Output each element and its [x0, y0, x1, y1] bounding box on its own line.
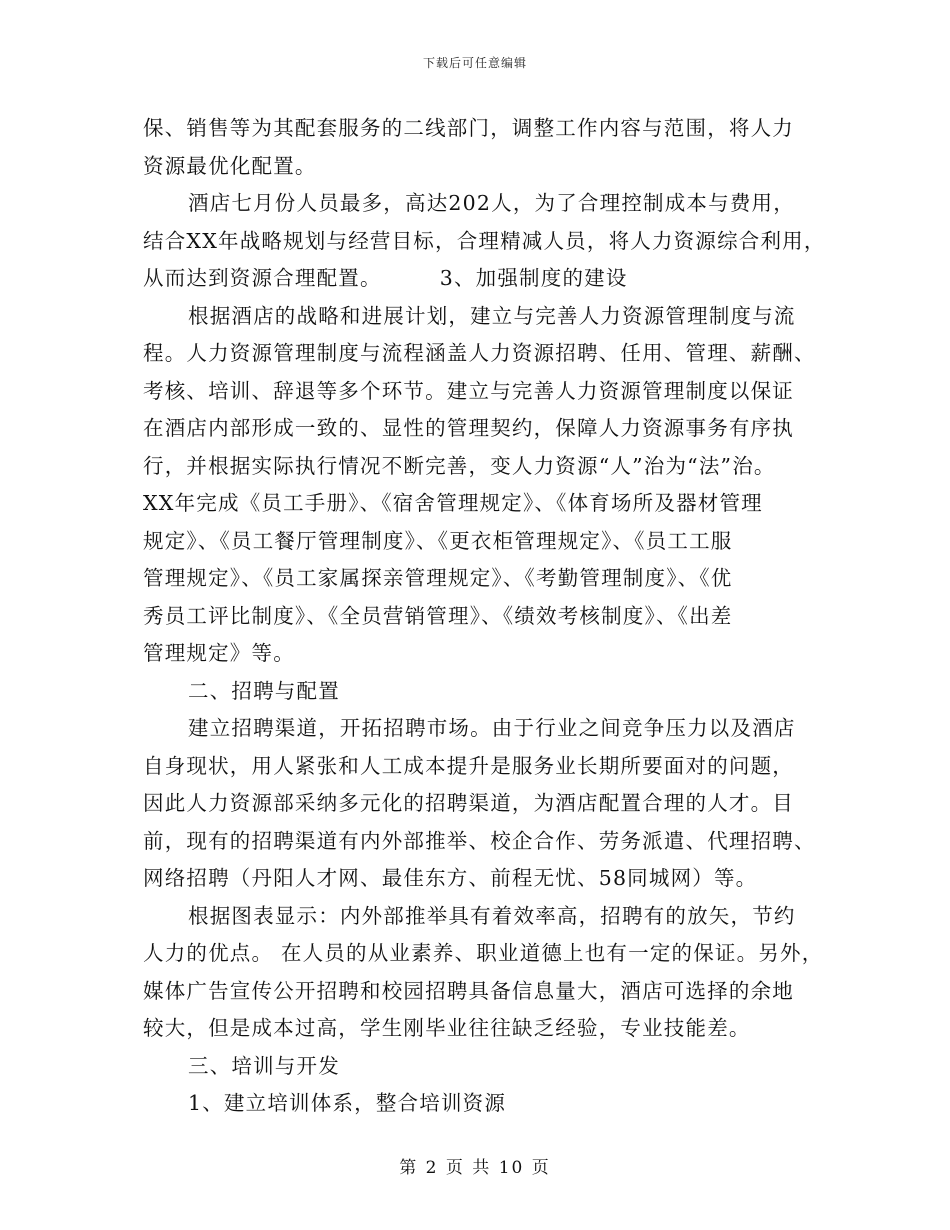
paragraph-line: 资源最优化配置。 — [143, 153, 317, 178]
paragraph-text: 从而达到资源合理配置。 — [143, 266, 382, 290]
paragraph-line: 行，并根据实际执行情况不断完善，变人力资源“人”治为“法”治。 — [143, 453, 776, 478]
paragraph-line: 规定》、《员工餐厅管理制度》、《更衣柜管理规定》、《员工工服 — [143, 528, 733, 553]
page-number-footer: 第 2 页 共 10 页 — [399, 1158, 551, 1178]
paragraph-line: 根据图表显示：内外部推举具有着效率高，招聘有的放矢，节约 — [188, 903, 796, 928]
section-heading: 3、加强制度的建设 — [439, 266, 628, 290]
paragraph-line: 管理规定》、《员工家属探亲管理规定》、《考勤管理制度》、《优 — [143, 566, 733, 590]
paragraph-line: 媒体广告宣传公开招聘和校园招聘具备信息量大，酒店可选择的余地 — [143, 978, 794, 1003]
paragraph-line: 酒店七月份人员最多，高达202人，为了合理控制成本与费用， — [188, 191, 795, 215]
section-heading: 三、培训与开发 — [188, 1053, 340, 1078]
paragraph-line — [143, 260, 823, 298]
paragraph-line: XX年完成《员工手册》、《宿舍管理规定》、《体育场所及器材管理 — [143, 491, 763, 515]
paragraph-line: 管理规定》等。 — [143, 641, 295, 665]
paragraph-line: 在酒店内部形成一致的、显性的管理契约，保障人力资源事务有序执 — [143, 416, 794, 440]
paragraph-line: 自身现状，用人紧张和人工成本提升是服务业长期所要面对的问题， — [143, 753, 794, 778]
paragraph-line: 结合XX年战略规划与经营目标，合理精减人员，将人力资源综合利用， — [143, 228, 826, 253]
paragraph-line: 因此人力资源部采纳多元化的招聘渠道，为酒店配置合理的人才。目 — [143, 791, 794, 815]
paragraph-line: 根据酒店的战略和进展计划，建立与完善人力资源管理制度与流 — [188, 303, 796, 328]
paragraph-line: 程。人力资源管理制度与流程涵盖人力资源招聘、任用、管理、薪酬、 — [143, 341, 816, 365]
paragraph-line: 考核、培训、辞退等多个环节。建立与完善人力资源管理制度以保证 — [143, 378, 794, 403]
paragraph-line: 保、销售等为其配套服务的二线部门，调整工作内容与范围，将人力 — [143, 116, 794, 140]
paragraph-line: 建立招聘渠道，开拓招聘市场。由于行业之间竞争压力以及酒店 — [188, 716, 796, 740]
paragraph-line: 人力的优点。 在人员的从业素养、职业道德上也有一定的保证。另外， — [143, 941, 824, 965]
document-body — [143, 110, 826, 1123]
header-note: 下载后可任意编辑 — [422, 56, 527, 70]
paragraph-line: 较大，但是成本过高，学生刚毕业往往缺乏经验，专业技能差。 — [143, 1016, 751, 1040]
paragraph-line: 前，现有的招聘渠道有内外部推举、校企合作、劳务派遣、代理招聘、 — [143, 828, 816, 853]
paragraph-line: 秀员工评比制度》、《全员营销管理》、《绩效考核制度》、《出差 — [143, 603, 733, 628]
section-heading: 二、招聘与配置 — [188, 678, 340, 703]
paragraph-line: 网络招聘（丹阳人才网、最佳东方、前程无忧、58同城网）等。 — [143, 866, 758, 890]
subsection-heading: 1、建立培训体系，整合培训资源 — [188, 1091, 507, 1115]
